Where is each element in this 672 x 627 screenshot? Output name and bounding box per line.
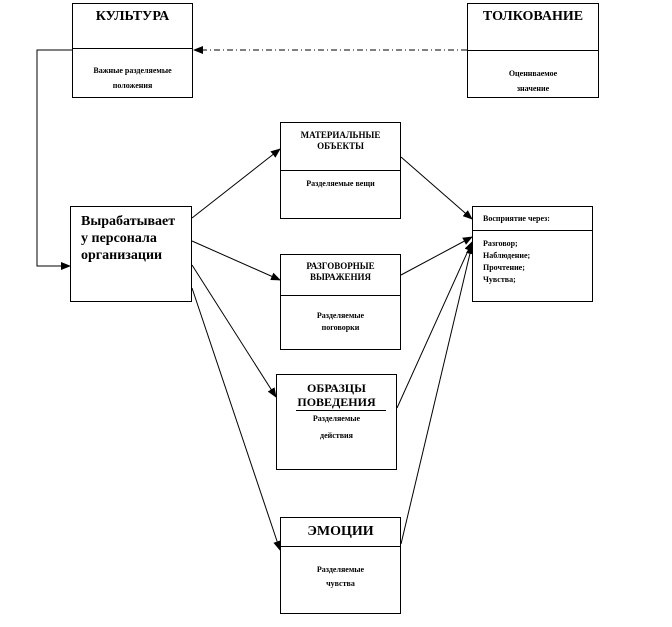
speech-sub1: Разделяемые xyxy=(316,311,365,320)
culture-box xyxy=(72,3,193,98)
perceived-item: Наблюдение; xyxy=(483,251,531,260)
culture-to-employee-arrow xyxy=(37,50,72,266)
speech-title1: РАЗГОВОРНЫЕ xyxy=(306,261,375,271)
speech-sub2: поговорки xyxy=(321,323,360,332)
emotions-box xyxy=(280,517,401,614)
behavior-box xyxy=(276,374,397,470)
speech-title2: ВЫРАЖЕНИЯ xyxy=(309,272,372,282)
behavior-sub1: Разделяемые xyxy=(312,414,361,423)
interpretation-sub2: значение xyxy=(516,84,550,93)
behavior-to-perceived-arrow xyxy=(397,242,472,408)
emotions-sub1: Разделяемые xyxy=(316,565,365,574)
emotions-title: ЭМОЦИИ xyxy=(307,524,374,539)
employee-to-behavior-arrow xyxy=(192,265,276,397)
employee-line3: организации xyxy=(81,248,163,263)
interpretation-title: ТОЛКОВАНИЕ xyxy=(482,9,584,24)
perceived-divider xyxy=(473,230,592,231)
behavior-sub2: действия xyxy=(320,431,353,440)
behavior-title1: ОБРАЗЦЫ xyxy=(307,381,366,395)
material-box xyxy=(280,122,401,219)
employee-box xyxy=(70,206,192,302)
speech-divider xyxy=(281,295,400,296)
perceived-box xyxy=(472,206,593,302)
behavior-divider xyxy=(296,410,386,411)
employee-line1: Вырабатывает xyxy=(81,214,176,229)
emotions-divider xyxy=(281,546,400,547)
emotions-to-perceived-arrow xyxy=(401,245,472,544)
interpretation-sub1: Оценнваемое xyxy=(508,69,558,78)
perceived-item: Прочтение; xyxy=(483,263,525,272)
perceived-title: Восприятие через: xyxy=(483,214,550,223)
material-divider xyxy=(281,170,400,171)
speech-to-perceived-arrow xyxy=(401,237,472,275)
perceived-item: Чувства; xyxy=(483,275,516,284)
employee-to-material-arrow xyxy=(192,149,280,218)
speech-box xyxy=(280,254,401,350)
culture-title: КУЛЬТУРА xyxy=(95,9,170,24)
material-to-perceived-arrow xyxy=(401,157,472,219)
culture-sub1: Важные разделяемые xyxy=(93,66,172,75)
interpretation-divider xyxy=(468,50,598,51)
interpretation-box xyxy=(467,3,599,98)
emotions-sub2: чувства xyxy=(326,579,355,588)
employee-to-emotions-arrow xyxy=(192,288,280,550)
material-title2: ОБЪЕКТЫ xyxy=(317,141,364,151)
employee-line2: у персонала xyxy=(81,231,157,246)
material-sub: Разделяемые вещи xyxy=(306,179,375,188)
behavior-title2: ПОВЕДЕНИЯ xyxy=(297,395,376,409)
culture-sub2: положения xyxy=(112,81,153,90)
perceived-item: Разговор; xyxy=(483,239,518,248)
culture-divider xyxy=(73,48,192,49)
employee-to-speech-arrow xyxy=(192,241,280,280)
material-title1: МАТЕРИАЛЬНЫЕ xyxy=(300,130,381,140)
